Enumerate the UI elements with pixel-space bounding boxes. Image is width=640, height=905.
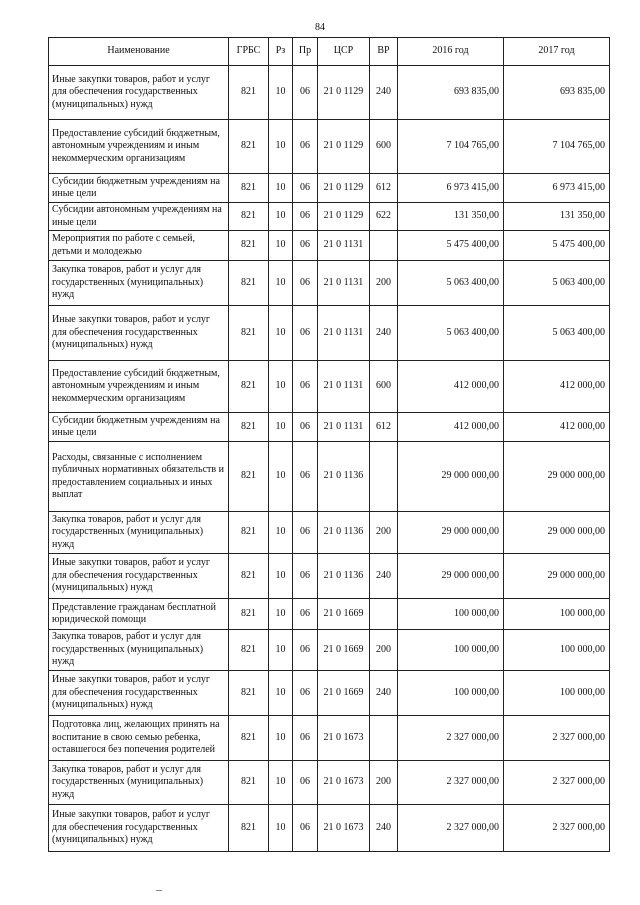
header-grbs: ГРБС — [229, 38, 269, 66]
cell-2016: 5 475 400,00 — [398, 231, 504, 261]
cell-2016: 2 327 000,00 — [398, 716, 504, 761]
cell-2017: 6 973 415,00 — [504, 174, 610, 203]
cell-rz: 10 — [269, 174, 293, 203]
header-2016: 2016 год — [398, 38, 504, 66]
table-row — [49, 361, 610, 413]
cell-grbs: 821 — [229, 174, 269, 203]
cell-csr: 21 0 1669 — [318, 630, 370, 671]
cell-grbs: 821 — [229, 361, 269, 413]
cell-rz: 10 — [269, 261, 293, 306]
cell-2017: 412 000,00 — [504, 361, 610, 413]
cell-csr: 21 0 1673 — [318, 716, 370, 761]
table-row — [49, 66, 610, 120]
cell-rz: 10 — [269, 761, 293, 805]
header-csr: ЦСР — [318, 38, 370, 66]
table-row — [49, 716, 610, 761]
cell-vr: 612 — [370, 413, 398, 442]
cell-grbs: 821 — [229, 716, 269, 761]
cell-grbs: 821 — [229, 554, 269, 599]
cell-2016: 5 063 400,00 — [398, 306, 504, 361]
cell-grbs: 821 — [229, 761, 269, 805]
cell-2017: 5 475 400,00 — [504, 231, 610, 261]
header-rz: Рз — [269, 38, 293, 66]
cell-2017: 100 000,00 — [504, 671, 610, 716]
cell-vr: 240 — [370, 306, 398, 361]
cell-2017: 100 000,00 — [504, 630, 610, 671]
cell-pr: 06 — [293, 120, 318, 174]
cell-csr: 21 0 1129 — [318, 120, 370, 174]
cell-rz: 10 — [269, 306, 293, 361]
cell-vr: 240 — [370, 554, 398, 599]
cell-name: Иные закупки товаров, работ и услуг для обеспечения государственных (муниципальных) нужд — [49, 671, 229, 716]
cell-2016: 29 000 000,00 — [398, 512, 504, 554]
cell-csr: 21 0 1129 — [318, 203, 370, 231]
cell-2016: 29 000 000,00 — [398, 442, 504, 512]
cell-pr: 06 — [293, 66, 318, 120]
cell-csr: 21 0 1131 — [318, 361, 370, 413]
cell-2016: 131 350,00 — [398, 203, 504, 231]
cell-name: Предоставление субсидий бюджетным, автономным учреждениям и иным некоммерческим организациям — [49, 361, 229, 413]
table-row — [49, 512, 610, 554]
cell-rz: 10 — [269, 66, 293, 120]
cell-vr: 200 — [370, 261, 398, 306]
cell-2016: 693 835,00 — [398, 66, 504, 120]
table-row — [49, 671, 610, 716]
cell-pr: 06 — [293, 761, 318, 805]
table-row — [49, 630, 610, 671]
cell-pr: 06 — [293, 306, 318, 361]
table-row — [49, 554, 610, 599]
table-row — [49, 413, 610, 442]
cell-vr: 200 — [370, 630, 398, 671]
cell-2017: 29 000 000,00 — [504, 442, 610, 512]
cell-grbs: 821 — [229, 261, 269, 306]
cell-grbs: 821 — [229, 120, 269, 174]
cell-name: Субсидии бюджетным учреждениям на иные цели — [49, 174, 229, 203]
cell-pr: 06 — [293, 630, 318, 671]
table-row — [49, 805, 610, 852]
cell-pr: 06 — [293, 231, 318, 261]
cell-rz: 10 — [269, 554, 293, 599]
cell-csr: 21 0 1673 — [318, 805, 370, 852]
cell-name: Расходы, связанные с исполнением публичных нормативных обязательств и предоставлением социальных и иных выплат — [49, 442, 229, 512]
cell-2016: 2 327 000,00 — [398, 761, 504, 805]
cell-name: Субсидии бюджетным учреждениям на иные цели — [49, 413, 229, 442]
cell-vr: 600 — [370, 120, 398, 174]
cell-rz: 10 — [269, 599, 293, 630]
cell-name: Иные закупки товаров, работ и услуг для обеспечения государственных (муниципальных) нужд — [49, 554, 229, 599]
cell-pr: 06 — [293, 413, 318, 442]
cell-vr: 622 — [370, 203, 398, 231]
cell-name: Мероприятия по работе с семьей, детьми и молодежью — [49, 231, 229, 261]
cell-vr — [370, 599, 398, 630]
cell-csr: 21 0 1129 — [318, 174, 370, 203]
cell-name: Закупка товаров, работ и услуг для государственных (муниципальных) нужд — [49, 261, 229, 306]
table-row — [49, 306, 610, 361]
cell-grbs: 821 — [229, 231, 269, 261]
cell-name: Иные закупки товаров, работ и услуг для обеспечения государственных (муниципальных) нужд — [49, 805, 229, 852]
cell-2017: 131 350,00 — [504, 203, 610, 231]
cell-pr: 06 — [293, 203, 318, 231]
header-vr: ВР — [370, 38, 398, 66]
cell-2017: 2 327 000,00 — [504, 716, 610, 761]
cell-rz: 10 — [269, 805, 293, 852]
cell-pr: 06 — [293, 261, 318, 306]
cell-rz: 10 — [269, 120, 293, 174]
cell-grbs: 821 — [229, 599, 269, 630]
cell-pr: 06 — [293, 174, 318, 203]
cell-2016: 412 000,00 — [398, 361, 504, 413]
table-row — [49, 261, 610, 306]
cell-grbs: 821 — [229, 805, 269, 852]
cell-csr: 21 0 1136 — [318, 512, 370, 554]
cell-name: Представление гражданам бесплатной юридической помощи — [49, 599, 229, 630]
cell-name: Иные закупки товаров, работ и услуг для обеспечения государственных (муниципальных) нужд — [49, 306, 229, 361]
cell-name: Субсидии автономным учреждениям на иные цели — [49, 203, 229, 231]
cell-pr: 06 — [293, 716, 318, 761]
cell-vr: 200 — [370, 761, 398, 805]
cell-csr: 21 0 1669 — [318, 671, 370, 716]
cell-rz: 10 — [269, 630, 293, 671]
cell-grbs: 821 — [229, 671, 269, 716]
cell-grbs: 821 — [229, 512, 269, 554]
cell-grbs: 821 — [229, 203, 269, 231]
table-row — [49, 442, 610, 512]
cell-2017: 412 000,00 — [504, 413, 610, 442]
cell-2017: 5 063 400,00 — [504, 306, 610, 361]
cell-name: Закупка товаров, работ и услуг для государственных (муниципальных) нужд — [49, 630, 229, 671]
cell-2017: 7 104 765,00 — [504, 120, 610, 174]
cell-rz: 10 — [269, 413, 293, 442]
cell-grbs: 821 — [229, 306, 269, 361]
cell-pr: 06 — [293, 599, 318, 630]
cell-rz: 10 — [269, 716, 293, 761]
cell-name: Подготовка лиц, желающих принять на воспитание в свою семью ребенка, оставшегося без попечения родителей — [49, 716, 229, 761]
cell-vr: 200 — [370, 512, 398, 554]
cell-2016: 100 000,00 — [398, 671, 504, 716]
cell-name: Закупка товаров, работ и услуг для государственных (муниципальных) нужд — [49, 512, 229, 554]
cell-csr: 21 0 1669 — [318, 599, 370, 630]
table-row — [49, 599, 610, 630]
cell-vr: 600 — [370, 361, 398, 413]
table-row — [49, 231, 610, 261]
header-pr: Пр — [293, 38, 318, 66]
cell-2016: 5 063 400,00 — [398, 261, 504, 306]
cell-vr — [370, 716, 398, 761]
cell-pr: 06 — [293, 361, 318, 413]
cell-name: Иные закупки товаров, работ и услуг для обеспечения государственных (муниципальных) нужд — [49, 66, 229, 120]
header-name: Наименование — [49, 38, 229, 66]
cell-2016: 6 973 415,00 — [398, 174, 504, 203]
cell-pr: 06 — [293, 671, 318, 716]
cell-rz: 10 — [269, 512, 293, 554]
cell-csr: 21 0 1136 — [318, 554, 370, 599]
cell-csr: 21 0 1129 — [318, 66, 370, 120]
cell-2017: 2 327 000,00 — [504, 761, 610, 805]
cell-name: Закупка товаров, работ и услуг для государственных (муниципальных) нужд — [49, 761, 229, 805]
cell-pr: 06 — [293, 805, 318, 852]
table-row — [49, 761, 610, 805]
cell-pr: 06 — [293, 512, 318, 554]
table-row — [49, 174, 610, 203]
cell-name: Предоставление субсидий бюджетным, автономным учреждениям и иным некоммерческим организациям — [49, 120, 229, 174]
cell-vr — [370, 442, 398, 512]
budget-table — [48, 37, 610, 852]
cell-csr: 21 0 1131 — [318, 413, 370, 442]
cell-2017: 100 000,00 — [504, 599, 610, 630]
cell-2016: 100 000,00 — [398, 599, 504, 630]
cell-grbs: 821 — [229, 413, 269, 442]
cell-2017: 2 327 000,00 — [504, 805, 610, 852]
cell-rz: 10 — [269, 442, 293, 512]
cell-vr: 612 — [370, 174, 398, 203]
cell-csr: 21 0 1131 — [318, 261, 370, 306]
cell-rz: 10 — [269, 203, 293, 231]
header-2017: 2017 год — [504, 38, 610, 66]
cell-vr: 240 — [370, 671, 398, 716]
scan-mark — [156, 890, 162, 891]
cell-rz: 10 — [269, 361, 293, 413]
cell-rz: 10 — [269, 231, 293, 261]
cell-2016: 2 327 000,00 — [398, 805, 504, 852]
table-header-row — [49, 38, 610, 66]
cell-2016: 412 000,00 — [398, 413, 504, 442]
cell-2016: 7 104 765,00 — [398, 120, 504, 174]
cell-csr: 21 0 1131 — [318, 231, 370, 261]
cell-pr: 06 — [293, 442, 318, 512]
cell-vr: 240 — [370, 66, 398, 120]
cell-pr: 06 — [293, 554, 318, 599]
cell-grbs: 821 — [229, 442, 269, 512]
cell-csr: 21 0 1673 — [318, 761, 370, 805]
table-row — [49, 203, 610, 231]
cell-rz: 10 — [269, 671, 293, 716]
cell-2017: 29 000 000,00 — [504, 554, 610, 599]
cell-csr: 21 0 1136 — [318, 442, 370, 512]
cell-grbs: 821 — [229, 630, 269, 671]
cell-vr: 240 — [370, 805, 398, 852]
table-row — [49, 120, 610, 174]
cell-grbs: 821 — [229, 66, 269, 120]
cell-vr — [370, 231, 398, 261]
cell-2016: 100 000,00 — [398, 630, 504, 671]
page-number: 84 — [315, 22, 325, 33]
cell-2017: 693 835,00 — [504, 66, 610, 120]
cell-2017: 5 063 400,00 — [504, 261, 610, 306]
cell-csr: 21 0 1131 — [318, 306, 370, 361]
cell-2016: 29 000 000,00 — [398, 554, 504, 599]
cell-2017: 29 000 000,00 — [504, 512, 610, 554]
